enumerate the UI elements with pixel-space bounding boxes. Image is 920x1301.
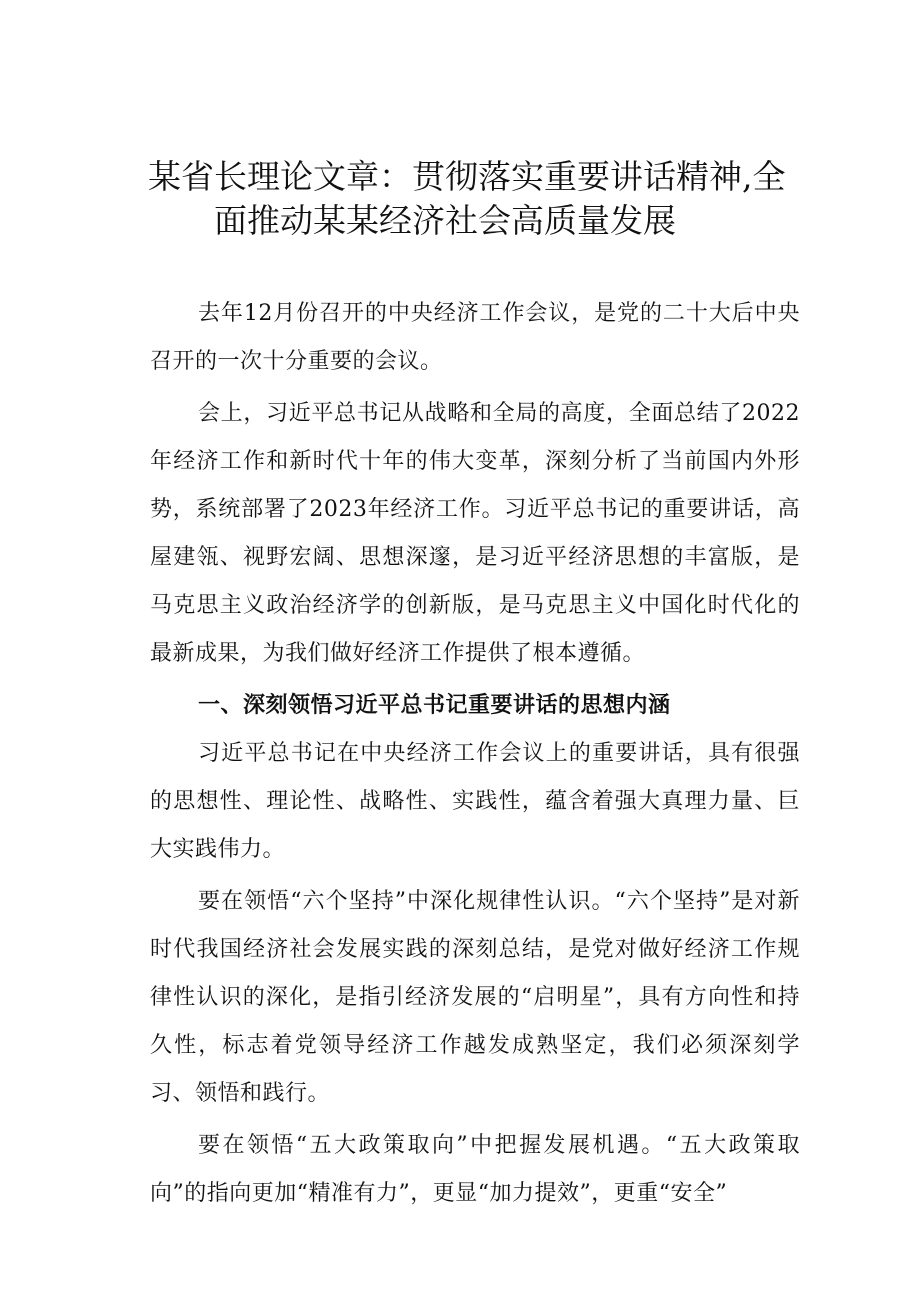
paragraph-section-3: 要在领悟“五大政策取向”中把握发展机遇。“五大政策取向”的指向更加“精准有力”，更显“加力提效”，更重“安全” — [150, 1133, 800, 1206]
document-body — [150, 290, 800, 1222]
title-line-2: 面推动某某经济社会高质量发展 — [214, 201, 676, 240]
section-heading: 一、深刻领悟习近平总书记重要讲话的思想内涵 — [198, 693, 671, 718]
paragraph-section-1: 习近平总书记在中央经济工作会议上的重要讲话，具有很强的思想性、理论性、战略性、实践性，蕴含着强大真理力量、巨大实践伟力。 — [150, 741, 800, 862]
paragraph-section-2: 要在领悟“六个坚持”中深化规律性认识。“六个坚持”是对新时代我国经济社会发展实践的深刻总结，是党对做好经济工作规律性认识的深化，是指引经济发展的“启明星”，具有方向性和持久性，标志着党领导经济工作越发成熟坚定，我们必须深刻学习、领悟和践行。 — [150, 889, 800, 1106]
title-line-1: 某省长理论文章：贯彻落实重要讲话精神,全 — [148, 157, 786, 196]
paragraph-summary: 会上，习近平总书记从战略和全局的高度，全面总结了2022年经济工作和新时代十年的伟大变革，深刻分析了当前国内外形势，系统部署了2023年经济工作。习近平总书记的重要讲话，高屋建瓴、视野宏阔、思想深邃，是习近平经济思想的丰富版，是马克思主义政治经济学的创新版，是马克思主义中国化时代化的最新成果，为我们做好经济工作提供了根本遵循。 — [150, 401, 800, 666]
document-title — [148, 155, 788, 243]
paragraph-intro: 去年12月份召开的中央经济工作会议，是党的二十大后中央召开的一次十分重要的会议。 — [150, 301, 800, 374]
